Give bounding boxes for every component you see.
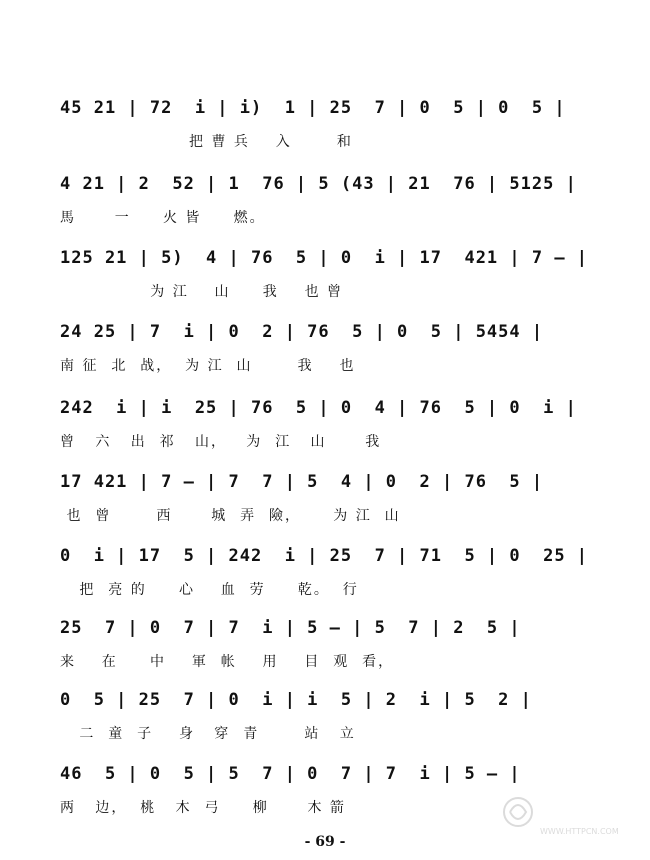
music-system-2 (60, 166, 600, 246)
notation-line: 125 21 | 5) 4 | 76 5 | 0 i | 17 421 | 7 — | (60, 248, 589, 268)
lyrics-line: 馬 一 火 皆 燃。 (60, 210, 266, 226)
notation-line: 242 i | i 25 | 76 5 | 0 4 | 76 5 | 0 i | (60, 398, 577, 418)
music-system-6 (60, 464, 600, 544)
notation-line: 46 5 | 0 5 | 5 7 | 0 7 | 7 i | 5 — | (60, 764, 521, 784)
music-system-1 (60, 90, 600, 170)
notation-line: 25 7 | 0 7 | 7 i | 5 — | 5 7 | 2 5 | (60, 618, 521, 638)
notation-line: 24 25 | 7 i | 0 2 | 76 5 | 0 5 | 5454 | (60, 322, 544, 342)
notation-line: 0 5 | 25 7 | 0 i | i 5 | 2 i | 5 2 | (60, 690, 532, 710)
music-system-3 (60, 240, 600, 320)
lyrics-line: 来 在 中 軍 帐 用 目 观 看， (60, 654, 395, 670)
notation-line: 4 21 | 2 52 | 1 76 | 5 (43 | 21 76 | 5125 | (60, 174, 577, 194)
page-number: - 69 - (304, 834, 346, 850)
music-system-9 (60, 682, 600, 762)
watermark-logo (500, 790, 640, 840)
lyrics-line: 把 曹 兵 入 和 (60, 134, 353, 150)
lyrics-line: 把 亮 的 心 血 劳 乾。 行 (60, 582, 359, 598)
music-system-7 (60, 538, 600, 618)
music-system-8 (60, 610, 600, 690)
notation-line: 45 21 | 72 i | i) 1 | 25 7 | 0 5 | 0 5 | (60, 98, 566, 118)
lyrics-line: 也 曾 西 城 弄 險， 为 江 山 (60, 508, 401, 524)
notation-line: 17 421 | 7 — | 7 7 | 5 4 | 0 2 | 76 5 | (60, 472, 544, 492)
watermark-url: WWW.HTTPCN.COM (540, 827, 619, 836)
lyrics-line: 二 童 子 身 穿 青 站 立 (60, 726, 356, 742)
music-system-5 (60, 390, 600, 470)
lyrics-line: 为 江 山 我 也 曾 (60, 284, 344, 300)
notation-line: 0 i | 17 5 | 242 i | 25 7 | 71 5 | 0 25 | (60, 546, 589, 566)
lyrics-line: 曾 六 出 祁 山， 为 江 山 我 (60, 434, 382, 450)
lyrics-line: 南 征 北 战， 为 江 山 我 也 (60, 358, 356, 374)
music-system-4 (60, 314, 600, 394)
lyrics-line: 两 边， 桃 木 弓 柳 木 箭 (60, 800, 346, 816)
